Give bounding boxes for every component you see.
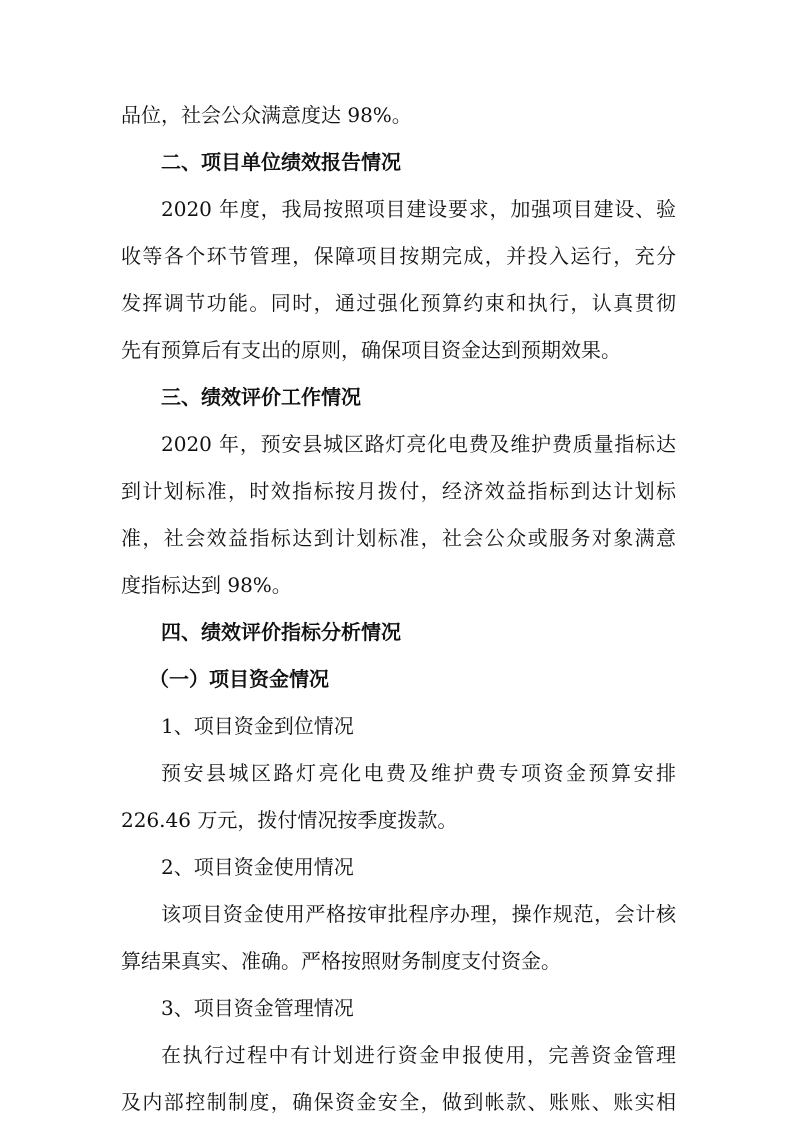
section-heading-2: 二、项目单位绩效报告情况: [161, 150, 401, 174]
paragraph-line: 发挥调节功能。同时，通过强化预算约束和执行，认真贯彻: [121, 291, 676, 315]
paragraph-line: 到计划标准，时效指标按月拨付，经济效益指标到达计划标: [121, 479, 676, 503]
paragraph-line: 先有预算后有支出的原则，确保项目资金达到预期效果。: [121, 338, 621, 362]
paragraph-line: 在执行过程中有计划进行资金申报使用，完善资金管理: [161, 1043, 676, 1067]
paragraph-line: 品位，社会公众满意度达 98%。: [121, 103, 412, 127]
item-heading-3: 3、项目资金管理情况: [161, 996, 354, 1020]
section-heading-4: 四、绩效评价指标分析情况: [161, 620, 401, 644]
paragraph-line: 度指标达到 98%。: [121, 573, 292, 597]
item-heading-2: 2、项目资金使用情况: [161, 855, 354, 879]
subsection-heading-1: （一）项目资金情况: [149, 667, 329, 691]
paragraph-line: 2020 年，预安县城区路灯亮化电费及维护费质量指标达: [161, 432, 676, 456]
paragraph-line: 226.46 万元，拨付情况按季度拨款。: [121, 808, 458, 832]
paragraph-line: 及内部控制制度，确保资金安全，做到帐款、账账、账实相: [121, 1090, 676, 1114]
paragraph-line: 预安县城区路灯亮化电费及维护费专项资金预算安排: [161, 761, 676, 785]
paragraph-line: 算结果真实、准确。严格按照财务制度支付资金。: [121, 949, 561, 973]
item-heading-1: 1、项目资金到位情况: [161, 714, 354, 738]
paragraph-line: 该项目资金使用严格按审批程序办理，操作规范，会计核: [161, 902, 676, 926]
paragraph-line: 2020 年度，我局按照项目建设要求，加强项目建设、验: [161, 197, 676, 221]
paragraph-line: 准，社会效益指标达到计划标准，社会公众或服务对象满意: [121, 526, 676, 550]
section-heading-3: 三、绩效评价工作情况: [161, 385, 361, 409]
paragraph-line: 收等各个环节管理，保障项目按期完成，并投入运行，充分: [121, 244, 676, 268]
